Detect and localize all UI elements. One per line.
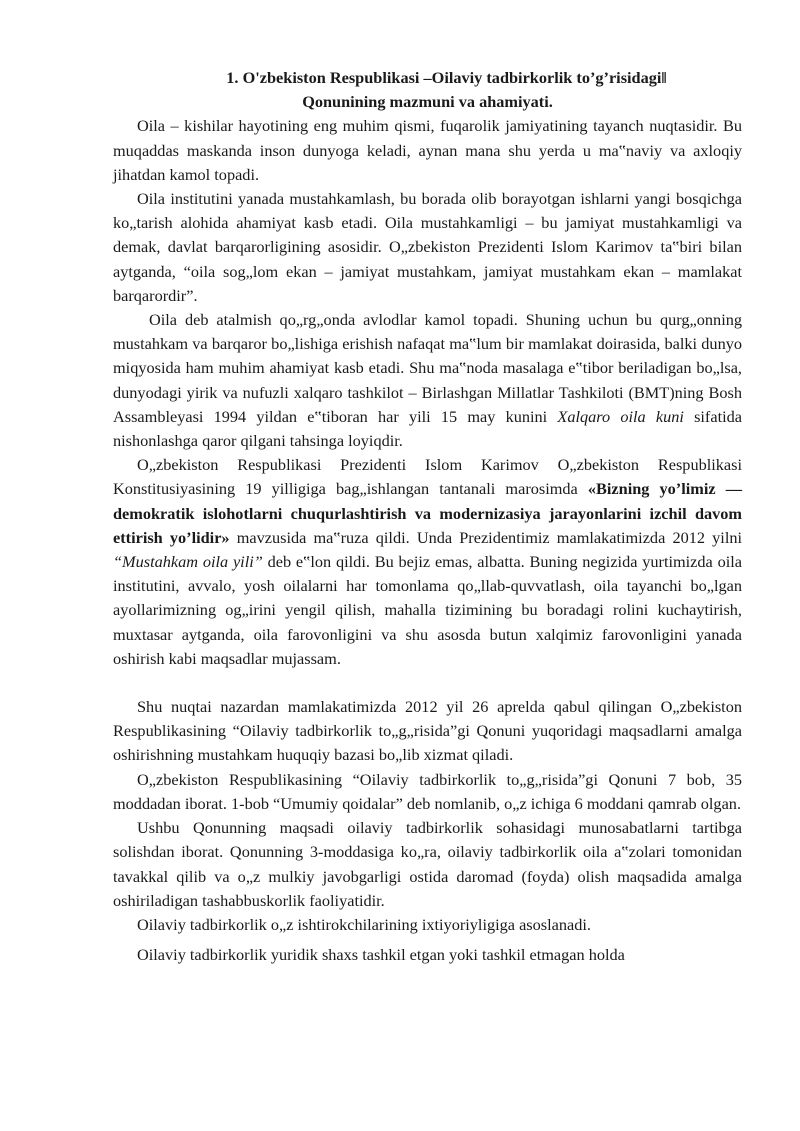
- paragraph-1: Oila – kishilar hayotining eng muhim qismi, fuqarolik jamiyatining tayanch nuqtasidir. Bu muqaddas maskanda inson dunyoga keladi, aynan mana shu yerda u ma‟naviy va axloqiy jihatdan kamol topadi.: [113, 116, 742, 184]
- paragraph-4-text-c: deb e‟lon qildi. Bu bejiz emas, albatta. Buning negizida yurtimizda oila institutini, avvalo, yosh oilalarni har tomonlama qo„llab-quvvatlash, oila tayanchi bo„lgan ayollarimizning og„irini yengil qilish, mahalla tizimining bu boradagi rolini kuchaytirish, muxtasar aytganda, oila farovonligini va shu asosda butun xalqimiz farovonligini yanada oshirish kabi maqsadlar mujassam.: [113, 552, 742, 668]
- paragraph-3-emphasis: Xalqaro oila kuni: [557, 406, 684, 426]
- paragraph-4-text-b: mavzusida ma‟ruza qildi. Unda Prezidentimiz mamlakatimizda 2012 yilni: [229, 527, 743, 547]
- paragraph-4-emphasis: “Mustahkam oila yili”: [113, 552, 263, 572]
- paragraph-2: Oila institutini yanada mustahkamlash, bu borada olib borayotgan ishlarni yangi bosqichga ko„tarish alohida ahamiyat kasb etadi. Oila mustahkamligi – bu jamiyat mustahkamligi va demak, davlat barqarorligining asosidir. O„zbekiston Prezidenti Islom Karimov ta‟biri bilan aytganda, “oila sog„lom ekan – jamiyat mustahkam, jamiyat mustahkam ekan – mamlakat barqarordir”.: [113, 189, 742, 305]
- paragraph-6: O„zbekiston Respublikasining “Oilaviy tadbirkorlik to„g„risida”gi Qonuni 7 bob, 35 moddadan iborat. 1-bob “Umumiy qoidalar” deb nomlanib, o„z ichiga 6 moddani qamrab olgan.: [113, 769, 742, 813]
- paragraph-8: Oilaviy tadbirkorlik o„z ishtirokchilarining ixtiyoriyligiga asoslanadi.: [137, 914, 591, 934]
- document-page: [113, 66, 742, 967]
- paragraph-3: [113, 308, 742, 453]
- paragraph-4: [113, 453, 742, 671]
- title-line-1: 1. O'zbekiston Respublikasi –Oilaviy tadbirkorlik to’g’risidagi‖: [226, 68, 667, 87]
- paragraph-4-text-a: O„zbekiston Respublikasi Prezidenti Islom Karimov O„zbekiston Respublikasi Konstitusiyasining 19 yilligiga bag„ishlangan tantanali marosimda: [113, 455, 742, 499]
- paragraph-3-text-a: Oila deb atalmish qo„rg„onda avlodlar kamol topadi. Shuning uchun bu qurg„onning mustahkam va barqaror bo„lishiga erishish nafaqat ma‟lum bir mamlakat doirasida, balki dunyo miqyosida ham muhim ahamiyat kasb etadi. Shu ma‟noda masalaga e‟tibor beriladigan bo„lsa, dunyodagi yirik va nufuzli xalqaro tashkilot – Birlashgan Millatlar Tashkiloti (BMT)ning Bosh Assambleyasi 1994 yildan e‟tiboran har yili 15 may kunini: [113, 310, 742, 426]
- paragraph-5: Shu nuqtai nazardan mamlakatimizda 2012 yil 26 aprelda qabul qilingan O„zbekiston Respublikasining “Oilaviy tadbirkorlik to„g„risida”gi Qonuni yuqoridagi maqsadlarni amalga oshirishning mustahkam huquqiy bazasi bo„lib xizmat qiladi.: [113, 697, 742, 765]
- paragraph-3-text-b: sifatida nishonlashga qaror qilgani tahsinga loyiqdir.: [113, 406, 742, 451]
- paragraph-4-bold-quote: «Bizning yo’limiz — demokratik islohotlarni chuqurlashtirish va modernizasiya jarayonlarini izchil davom ettirish yo’lidir»: [113, 479, 742, 547]
- paragraph-7: Ushbu Qonunning maqsadi oilaviy tadbirkorlik sohasidagi munosabatlarni tartibga solishdan iborat. Qonunning 3-moddasiga ko„ra, oilaviy tadbirkorlik oila a‟zolari tomonidan tavakkal qilib va o„z mulkiy javobgarligi ostida daromad (foyda) olish maqsadida amalga oshiriladigan tashabbuskorlik faoliyatidir.: [113, 818, 742, 910]
- paragraph-9: Oilaviy tadbirkorlik yuridik shaxs tashkil etgan yoki tashkil etmagan holda: [137, 945, 625, 965]
- title-line-2: Qonunining mazmuni va ahamiyati.: [302, 92, 553, 112]
- document-title: [113, 66, 742, 114]
